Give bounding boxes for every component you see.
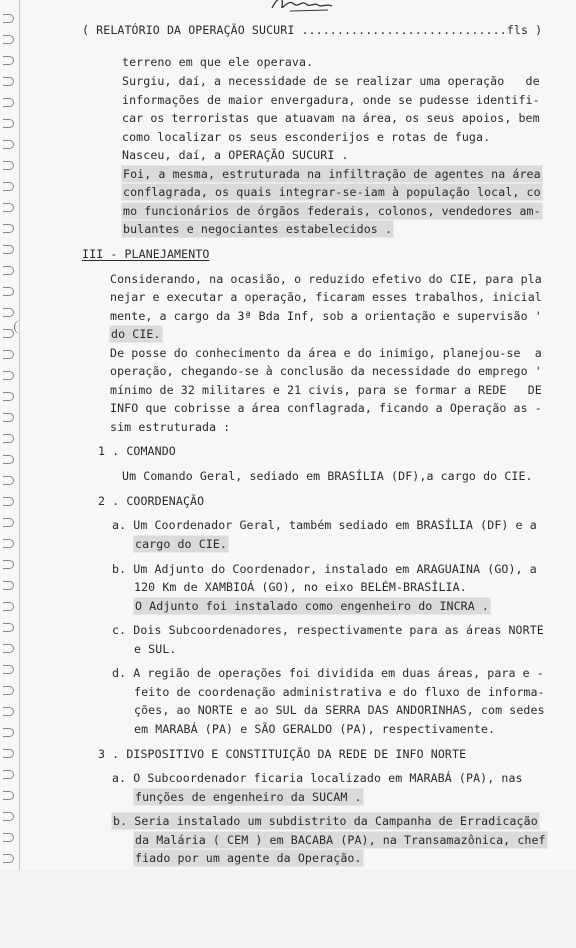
perforation-hole (3, 623, 14, 632)
highlighted-line: bulantes e negociantes estabelecidos . (123, 222, 393, 236)
text-line: Surgiu, daí, a necessidade de se realizar uma operação de (122, 74, 540, 88)
perforation-hole (3, 665, 14, 674)
list-item-d: d. A região de operações foi dividida em duas áreas, para e - (112, 666, 544, 680)
perforation-hole (3, 224, 14, 233)
highlighted-line: do CIE. (111, 327, 161, 341)
perforation-hole (3, 518, 14, 527)
list-item-a: a. Um Coordenador Geral, também sediado em BRASÍLIA (DF) e a (112, 518, 537, 532)
perforation-hole (3, 581, 14, 590)
text-line: em MARABÁ (PA) e SÃO GERALDO (PA), respectivamente. (134, 722, 496, 736)
text-line: De posse do conhecimento da área e do inimigo, planejou-se a (110, 346, 542, 360)
perforation-hole (3, 287, 14, 296)
perforation-hole (3, 539, 14, 548)
text-line: como localizar os seus esconderijos e rotas de fuga. (122, 130, 491, 144)
perforation-hole (3, 413, 14, 422)
perforation-hole (3, 812, 14, 821)
perforation-hole (3, 14, 14, 23)
perforation-hole (3, 602, 14, 611)
highlighted-line: Foi, a mesma, estruturada na infiltração de agentes na área (123, 167, 541, 181)
highlighted-line: conflagrada, os quais integrar-se-iam à população local, co (123, 185, 541, 199)
perforation-hole (3, 728, 14, 737)
list-item-b: b. Um Adjunto do Coordenador, instalado em ARAGUAINA (GO), a (112, 562, 537, 576)
perforation-hole (3, 77, 14, 86)
text-line: terreno em que ele operava. (122, 55, 314, 69)
text-line: mente, a cargo da 3ª Bda Inf, sob a orientação e supervisão ' (110, 309, 542, 323)
text-line: feito de coordenação administrativa e do fluxo de informa- (134, 685, 545, 699)
perforation-hole (3, 854, 14, 863)
perforation-hole (3, 497, 14, 506)
text-line: car os terroristas que atuavam na área, os seus apoios, bem (122, 111, 540, 125)
subsection-heading-dispositivo: 3 . DISPOSITIVO E CONSTITUIÇÃO DA REDE DE INFO NORTE (98, 747, 467, 761)
subsection-heading-comando: 1 . COMANDO (98, 444, 176, 458)
highlighted-line: fiado por um agente da Operação. (135, 851, 362, 865)
text-line: informações de maior envergadura, onde se pudesse identifi- (122, 93, 540, 107)
perforation-hole (3, 749, 14, 758)
perforation-hole (3, 833, 14, 842)
text-line: Considerando, na ocasião, o reduzido efetivo do CIE, para pla (110, 272, 542, 286)
perforation-hole (3, 560, 14, 569)
perforation-hole (3, 266, 14, 275)
perforation-hole (3, 434, 14, 443)
perforation-hole (3, 644, 14, 653)
perforation-hole (3, 791, 14, 800)
text-line: INFO que cobrisse a área conflagrada, ficando a Operação as - (110, 401, 542, 415)
margin-rule (19, 0, 20, 870)
text-line: 120 Km de XAMBIOÁ (GO), no eixo BELÉM-BRASÍLIA. (134, 580, 467, 594)
text-line: operação, chegando-se à conclusão da necessidade do emprego ' (110, 364, 542, 378)
margin-bracket-mark (14, 320, 23, 334)
list-item-a: a. O Subcoordenador ficaria localizado em MARABÁ (PA), nas (112, 771, 523, 785)
perforation-hole (3, 56, 14, 65)
highlighted-line: funções de engenheiro da SUCAM . (135, 790, 362, 804)
perforation-hole (3, 182, 14, 191)
list-item-b: b. Seria instalado um subdistrito da Campanha de Erradicação (113, 814, 538, 828)
scan-bottom-margin (0, 870, 576, 948)
perforation-hole (3, 119, 14, 128)
perforation-hole (3, 35, 14, 44)
perforation-hole (3, 371, 14, 380)
section-heading-planejamento: III - PLANEJAMENTO (82, 247, 210, 261)
perforation-hole (3, 329, 14, 338)
perforated-edge (0, 0, 22, 870)
page-header: ( RELATÓRIO DA OPERAÇÃO SUCURI .............................fls ) (82, 23, 543, 37)
text-line: ções, ao NORTE e ao SUL da SERRA DAS ANDORINHAS, com sedes (134, 703, 545, 717)
perforation-hole (3, 686, 14, 695)
text-line: Um Comando Geral, sediado em BRASÍLIA (DF),a cargo do CIE. (122, 469, 533, 483)
perforation-hole (3, 98, 14, 107)
perforation-hole (3, 392, 14, 401)
perforation-hole (3, 707, 14, 716)
perforation-hole (3, 350, 14, 359)
text-line: nejar e executar a operação, ficaram esses trabalhos, inicial (110, 290, 542, 304)
text-line: e SUL. (134, 642, 177, 656)
perforation-hole (3, 161, 14, 170)
subsection-heading-coordenacao: 2 . COORDENAÇÃO (98, 494, 205, 508)
list-item-c: c. Dois Subcoordenadores, respectivamente para as áreas NORTE (112, 623, 544, 637)
perforation-hole (3, 245, 14, 254)
text-line: mínimo de 32 militares e 21 civis, para se formar a REDE DE (110, 383, 542, 397)
perforation-hole (3, 203, 14, 212)
highlighted-line: mo funcionários de órgãos federais, colonos, vendedores am- (123, 204, 541, 218)
text-line: Nasceu, daí, a OPERAÇÃO SUCURI . (122, 148, 349, 162)
perforation-hole (3, 455, 14, 464)
text-line: sim estruturada : (110, 420, 231, 434)
perforation-hole (3, 476, 14, 485)
highlighted-line: cargo do CIE. (135, 537, 228, 551)
perforation-hole (3, 308, 14, 317)
perforation-hole (3, 770, 14, 779)
highlighted-line: O Adjunto foi instalado como engenheiro do INCRA . (135, 599, 490, 613)
perforation-hole (3, 140, 14, 149)
highlighted-line: da Malária ( CEM ) em BACABA (PA), na Transamazônica, chef (135, 833, 546, 847)
signature-mark (268, 0, 338, 16)
